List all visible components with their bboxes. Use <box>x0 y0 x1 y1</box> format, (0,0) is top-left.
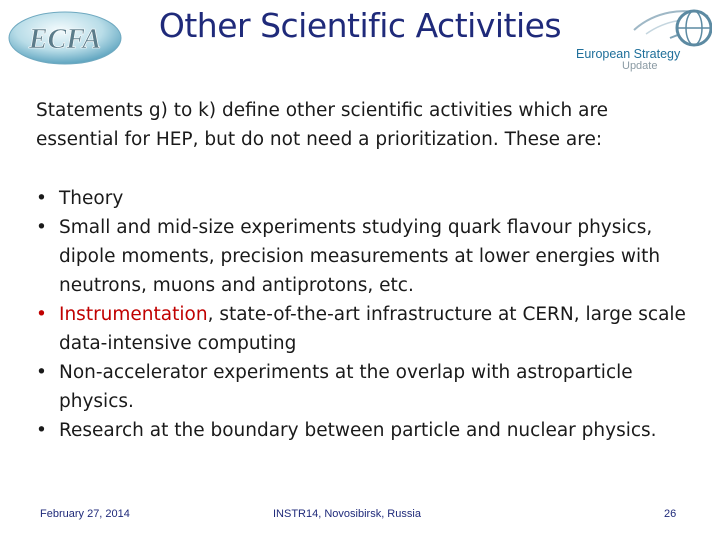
bullet-icon: • <box>36 217 47 238</box>
bullet-text: Small and mid-size experiments studying quark flavour physics, dipole moments, precision measurements at lower energies with neutrons, muons and antiprotons, etc. <box>59 217 661 296</box>
bullet-text: Research at the boundary between particle and nuclear physics. <box>59 420 657 441</box>
list-item <box>36 300 700 358</box>
footer-conference: INSTR14, Novosibirsk, Russia <box>273 508 421 520</box>
bullet-list <box>36 184 700 445</box>
list-item <box>36 416 700 445</box>
european-strategy-logo <box>574 4 712 76</box>
footer-date: February 27, 2014 <box>40 508 130 520</box>
list-item <box>36 213 700 300</box>
page-title: Other Scientific Activities <box>158 6 562 45</box>
bullet-icon: • <box>36 304 47 325</box>
list-item <box>36 184 700 213</box>
bullet-icon: • <box>36 188 47 209</box>
bullet-icon: • <box>36 420 47 441</box>
highlight-instrumentation: Instrumentation <box>59 304 208 325</box>
update-text: Update <box>622 60 658 72</box>
bullet-icon: • <box>36 362 47 383</box>
intro-paragraph: Statements g) to k) define other scientific activities which are essential for HEP, but do not need a prioritization. These are: <box>36 100 609 150</box>
bullet-text: Non-accelerator experiments at the overlap with astroparticle physics. <box>59 362 633 412</box>
european-strategy-text: European Strategy <box>576 47 681 61</box>
ecfa-logo-text: ECFA <box>28 24 102 55</box>
bullet-text: Theory <box>59 188 124 209</box>
list-item <box>36 358 700 416</box>
bullet-text: , state-of-the-art infrastructure at CERN, large scale data-intensive computing <box>59 304 686 354</box>
globe-icon <box>677 11 711 45</box>
page-number: 26 <box>664 508 677 520</box>
